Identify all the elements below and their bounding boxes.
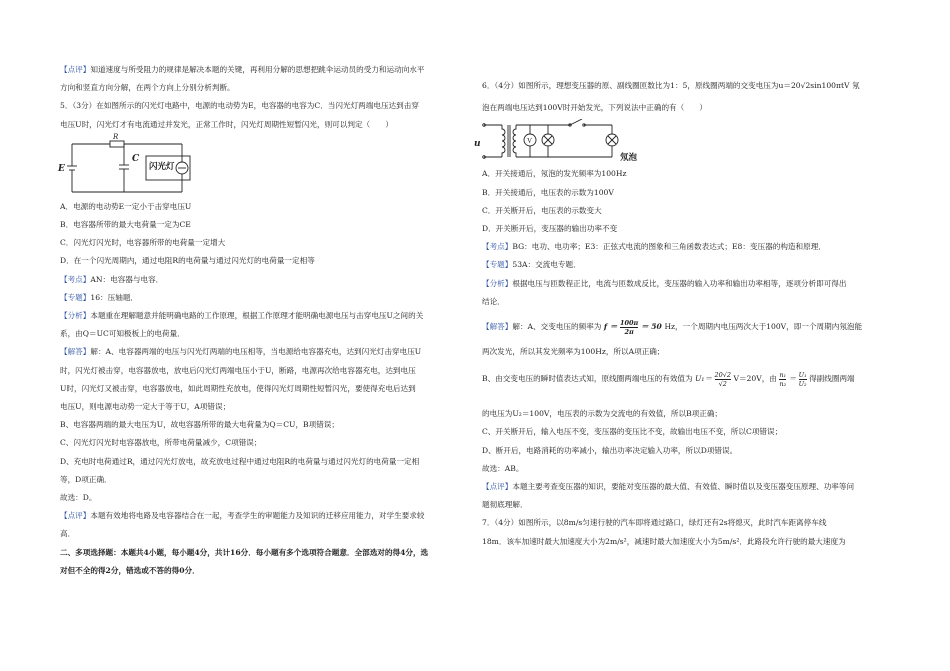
option-a: A．开关接通后，氖泡的发光频率为100Hz [482,169,627,179]
formula-ratio-eq: ＝ [788,374,797,384]
label-E: E [58,163,65,174]
label-C: C [132,153,140,164]
option-c: C．闪光灯闪光时，电容器所带的电荷量一定增大 [60,238,226,248]
jieda-line1 [60,343,470,361]
zhuanti-tag: 【专题】 [60,292,91,302]
formula-u-fraction [799,371,807,388]
transformer-diagram-svg [482,119,622,163]
formula-f-den: 2π [624,327,634,336]
jieda-line3: U时，闪光灯又被击穿，电容器放电，如此周期性充放电，使得闪光灯周期性短暂闪光，要使得充电后达到 [60,383,416,393]
fenxi-tag: 【分析】 [60,311,91,321]
question-6-line1: 6．（4分）如图所示，理想变压器的原、副线圈匝数比为1：5，原线圈两端的交变电压为u＝20√2sin100πtV 氖 [482,81,860,90]
dianping-line1 [60,507,470,525]
jieda-line4: 电压U，则电源电动势一定大于等于U，A项错误； [60,402,231,412]
jieda-text-1a: 解：A、交变电压的频率为 [512,322,602,332]
question-7-line2: 18m．该车加速时最大加速度大小为2m/s²，减速时最大加速度大小为5m/s²．此路段允许行驶的最大速度为 [482,536,846,546]
jieda-line5: C、开关断开后，输入电压不变，变压器的变压比不变，故输出电压不变，所以C项错误； [482,427,783,437]
fenxi-tag: 【分析】 [482,278,513,288]
jieda-line1 [482,311,892,343]
jieda-text-3c: 得副线圈两端 [809,374,855,384]
zhuanti-line [482,256,892,274]
formula-n2: n₂ [779,379,787,388]
option-d: D．开关断开后，变压器的输出功率不变 [482,224,618,234]
kaodian-line [60,271,470,289]
left-column [60,0,470,580]
formula-f-label: f ＝ [603,322,618,332]
label-u: u [474,139,481,150]
jieda-text-1b: Hz，一个周期内电压两次大于100V，即一个周期内氖泡能 [664,322,863,332]
dianping-tag: 【点评】 [60,511,91,521]
formula-u1f: U₁ [798,370,807,379]
question-6-line2: 泡在两端电压达到100V时开始发光，下列说法中正确的有（ ） [482,103,708,113]
zhuanti-text: 16：压轴题． [90,292,139,302]
fenxi-text-1: 根据电压与匝数程正比，电流与匝数成反比，变压器的输入功率和输出功率相等，逐项分析即可得出 [512,278,847,288]
dianping-text-1: 本题主要考查变压器的知识，要能对变压器的最大值、有效值、瞬时值以及变压器变压原理、功率等问 [512,482,855,492]
dianping-prev-line2: 方向和竖直方向分解，在两个方向上分别分析判断。 [60,83,235,93]
section-2-heading-line2: 对但不全的得2分，错选或不答的得0分． [60,565,200,575]
jieda-line2: 时，闪光灯被击穿，电容器放电，放电后闪光灯两端电压小于U，断路，电源再次给电容器充电，达到电压 [60,365,416,375]
jieda-line7: 故选：AB。 [482,463,524,473]
jieda-line3 [482,361,892,397]
svg-text:V: V [527,137,533,146]
jieda-tag: 【解答】 [482,322,513,332]
formula-f-eq: ＝ 50 [640,322,662,332]
zhuanti-line [60,289,470,307]
jieda-text-3b: V＝20V，由 [733,374,777,384]
jieda-line7: D、充电时电荷通过R，通过闪光灯放电，故充放电过程中通过电阻R的电荷量与通过闪光灯的电荷量一定相 [60,456,420,466]
zhuanti-text: 53A：交流电专题． [512,260,581,270]
jieda-line4: 的电压为U₂＝100V，电压表的示数为交流电的有效值，所以B项正确； [482,409,723,419]
jieda-line6: D、断开后，电路消耗的功率减小，输出功率决定输入功率，所以D项错误。 [482,445,738,455]
question-7-line1: 7．（4分）如图所示，以8m/s匀速行驶的汽车即将通过路口，绿灯还有2s将熄灭，此时汽车距离停车线 [482,518,827,528]
option-d: D．在一个闪光周期内，通过电阻R的电荷量与通过闪光灯的电荷量一定相等 [60,256,315,266]
kaodian-text: AN：电容器与电容． [90,274,164,284]
kaodian-line [482,238,892,256]
jieda-line8: 等，D项正确． [60,474,112,484]
jieda-text-3a: B、由交变电压的瞬时值表达式知，原线圈两端电压的有效值为 [482,374,693,384]
formula-ratio [779,370,809,388]
formula-u2f: U₂ [798,379,807,388]
fenxi-line1 [482,275,892,293]
jieda-line9: 故选：D。 [60,493,97,503]
formula-f-num: 100π [619,318,639,327]
transformer-circuit-figure [474,119,892,165]
formula-u1-label: U₁＝ [695,374,713,384]
kaodian-text: BG：电功、电功率；E3：正弦式电流的图象和三角函数表达式；E8：变压器的构造和原理． [512,242,826,252]
option-b: B．开关接通后，电压表的示数为100V [482,187,614,197]
formula-u1 [695,370,733,388]
option-c: C．开关断开后，电压表的示数变大 [482,205,602,215]
formula-f-fraction [620,319,638,336]
jieda-line2: 两次发光，所以其发光频率为100Hz，所以A项正确； [482,347,665,357]
section-2-heading-line1: 二、多项选择题：本题共4小题，每小题4分，共计16分．每小题有多个选项符合题意．全部选对的得4分，选 [60,547,429,557]
fenxi-text-1: 本题重在理解题意并能明确电路的工作原理，根据工作原理才能明确电源电压与击穿电压U之间的关 [90,311,424,321]
circuit-diagram-svg [60,138,200,196]
formula-u1-fraction [715,371,732,388]
kaodian-tag: 【考点】 [482,242,513,252]
dianping-text-1: 本题有效地将电路及电容器结合在一起，考查学生的审题能力及知识的迁移应用能力，对学生要求较 [90,511,425,521]
zhuanti-tag: 【专题】 [482,260,513,270]
label-R: R [113,132,119,141]
dianping-line2: 高． [60,529,76,539]
label-flash-lamp: 闪光灯 [149,161,175,172]
dianping-prev-text-1: 知道速度与所受阻力的规律是解决本题的关键，再利用分解的思想把跳伞运动员的受力和运动向水平 [90,65,425,74]
dianping-prev-line1 [60,61,470,79]
jieda-line5: B、电容器两端的最大电压为U，故电容器所带的最大电荷量为Q＝CU，B项错误； [60,420,339,430]
right-column [474,0,892,551]
formula-u1-den: √2 [718,379,727,388]
fenxi-line1 [60,307,470,325]
question-5-line2: 电压U时，闪光灯才有电流通过并发光，正常工作时，闪光灯周期性短暂闪光，则可以判定（ ） [60,119,393,129]
question-5-line1: 5．（3分）在如图所示的闪光灯电路中，电源的电动势为E，电容器的电容为C．当闪光灯两端电压达到击穿 [60,101,419,111]
option-b: B．电容器所带的最大电荷量一定为CE [60,220,191,230]
jieda-text-1: 解：A、电容器两端的电压与闪光灯两端的电压相等，当电源给电容器充电，达到闪光灯击穿电压U [90,347,422,357]
jieda-line6: C、闪光灯闪光时电容器放电，所带电荷量减少，C项错误； [60,438,262,448]
dianping-tag: 【点评】 [482,482,513,492]
jieda-tag: 【解答】 [60,347,91,357]
fenxi-line2: 结论． [482,296,505,306]
label-neon-bulb: 氖泡 [620,153,638,164]
option-a: A．电源的电动势E一定小于击穿电压U [60,201,192,211]
formula-n-fraction [779,371,786,388]
formula-u1-num: 20√2 [714,370,732,379]
kaodian-tag: 【考点】 [60,274,91,284]
dianping-line2: 题彻底理解． [482,500,528,510]
formula-n1: n₁ [779,370,787,379]
dianping-prev-tag: 【点评】 [60,65,91,74]
fenxi-line2: 系，由Q＝UC可知极板上的电荷量． [60,329,185,339]
dianping-line1 [482,478,892,496]
flash-lamp-circuit-figure [58,132,470,198]
